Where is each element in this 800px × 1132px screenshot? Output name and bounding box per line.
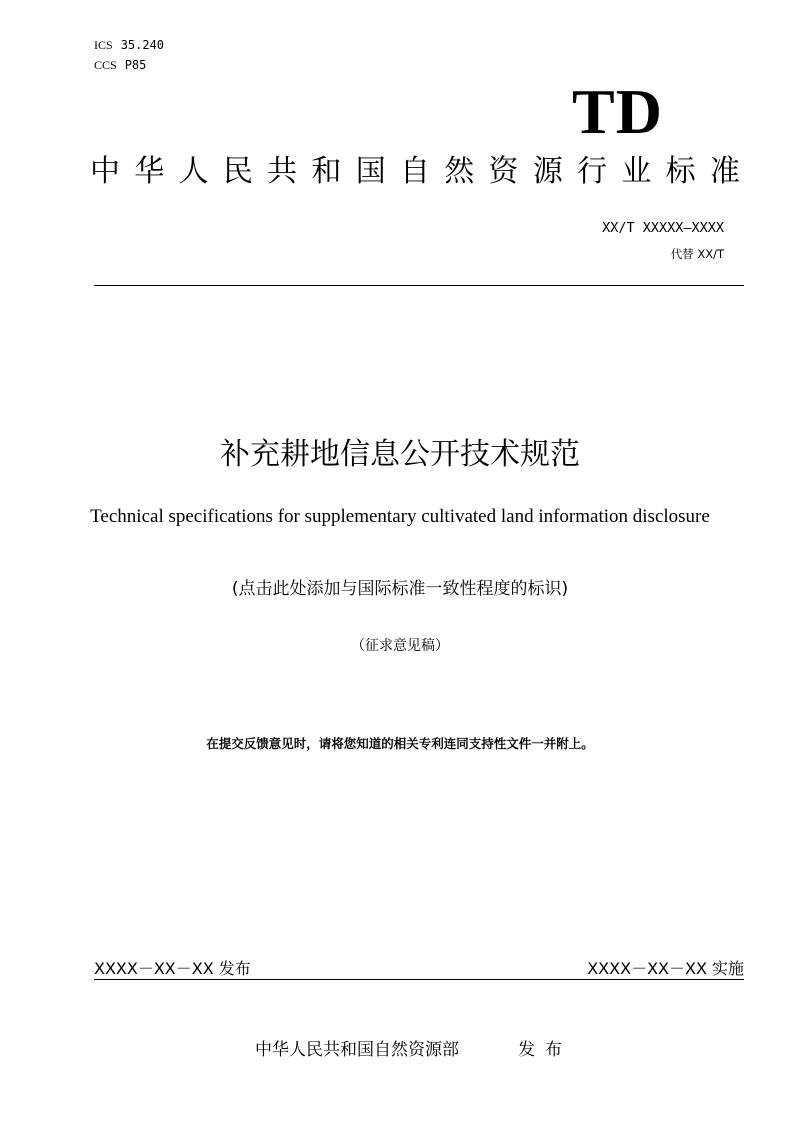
implementation-date: XXXX－XX－XX 实施 — [587, 959, 744, 978]
ccs-value: P85 — [124, 58, 147, 72]
ccs-code — [94, 58, 154, 73]
publisher: 中华人民共和国自然资源部 — [255, 1040, 459, 1060]
industry-title-char: 源 — [532, 154, 563, 189]
industry-title-char: 民 — [222, 154, 253, 189]
standard-number: XX/T XXXXX—XXXX — [602, 220, 724, 236]
industry-title-char: 中 — [90, 154, 120, 189]
ics-code — [94, 38, 172, 53]
industry-title-char: 标 — [665, 154, 696, 189]
industry-title-char: 然 — [444, 154, 475, 189]
industry-title-char: 行 — [577, 154, 608, 189]
issue-date: XXXX－XX－XX 发布 — [94, 959, 251, 978]
industry-title-char: 资 — [488, 154, 519, 189]
industry-title-char: 自 — [399, 154, 430, 189]
ccs-label: CCS — [94, 58, 117, 72]
feedback-note: 在提交反馈意见时，请将您知道的相关专利连同支持性文件一并附上。 — [206, 736, 594, 751]
industry-title-char: 国 — [355, 154, 386, 189]
ics-value: 35.240 — [120, 38, 165, 52]
document-title-en: Technical specifications for supplementary cultivated land information disclosure — [90, 506, 710, 527]
industry-title-char: 人 — [178, 154, 209, 189]
industry-title-char: 共 — [267, 154, 298, 189]
industry-standard-title — [90, 154, 740, 190]
td-logo: TD — [572, 76, 663, 147]
industry-title-char: 华 — [134, 154, 165, 189]
industry-title-char: 和 — [311, 154, 342, 189]
document-title-zh: 补充耕地信息公开技术规范 — [220, 437, 580, 472]
footer-divider — [94, 979, 744, 980]
draft-status: （征求意见稿） — [351, 638, 449, 654]
industry-title-char: 业 — [621, 154, 652, 189]
replaces-note: 代替 XX/T — [670, 247, 724, 261]
ics-label: ICS — [94, 38, 113, 52]
industry-title-char: 准 — [709, 154, 740, 189]
header-divider — [94, 285, 744, 286]
publish-label: 发布 — [518, 1040, 572, 1060]
consistency-note: (点击此处添加与国际标准一致性程度的标识) — [231, 579, 569, 599]
